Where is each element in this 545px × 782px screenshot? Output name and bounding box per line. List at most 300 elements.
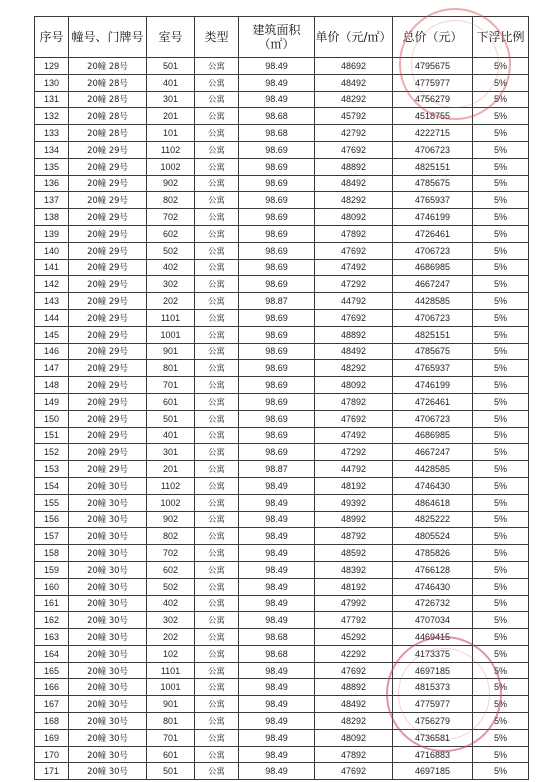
table-row [35, 242, 529, 259]
room-cell: 202 [147, 629, 195, 646]
header-serial: 序号 [35, 17, 69, 58]
unit-price-cell: 47692 [315, 141, 393, 158]
table-body [35, 58, 529, 780]
building-cell: 20幢 28号 [69, 108, 147, 125]
room-cell: 501 [147, 58, 195, 75]
serial-cell: 159 [35, 561, 69, 578]
type-cell: 公寓 [195, 91, 239, 108]
discount-cell: 5% [473, 746, 529, 763]
type-cell: 公寓 [195, 545, 239, 562]
room-cell: 302 [147, 612, 195, 629]
room-cell: 701 [147, 729, 195, 746]
building-cell: 20幢 29号 [69, 175, 147, 192]
header-discount: 下浮比例 [473, 17, 529, 58]
table-row [35, 225, 529, 242]
discount-cell: 5% [473, 377, 529, 394]
discount-cell: 5% [473, 141, 529, 158]
header-type: 类型 [195, 17, 239, 58]
building-cell: 20幢 30号 [69, 763, 147, 780]
price-table [34, 16, 529, 780]
building-cell: 20幢 30号 [69, 746, 147, 763]
total-price-cell: 4518755 [393, 108, 473, 125]
serial-cell: 158 [35, 545, 69, 562]
room-cell: 702 [147, 545, 195, 562]
serial-cell: 129 [35, 58, 69, 75]
table-row [35, 276, 529, 293]
area-cell: 98.49 [239, 729, 315, 746]
table-row [35, 477, 529, 494]
area-cell: 98.49 [239, 58, 315, 75]
building-cell: 20幢 29号 [69, 393, 147, 410]
total-price-cell: 4428585 [393, 461, 473, 478]
unit-price-cell: 47892 [315, 746, 393, 763]
header-building: 幢号、门牌号 [69, 17, 147, 58]
area-cell: 98.49 [239, 595, 315, 612]
discount-cell: 5% [473, 444, 529, 461]
table-row [35, 377, 529, 394]
total-price-cell: 4173375 [393, 645, 473, 662]
total-price-cell: 4785826 [393, 545, 473, 562]
discount-cell: 5% [473, 242, 529, 259]
discount-cell: 5% [473, 511, 529, 528]
serial-cell: 140 [35, 242, 69, 259]
table-row [35, 259, 529, 276]
building-cell: 20幢 29号 [69, 192, 147, 209]
room-cell: 501 [147, 763, 195, 780]
type-cell: 公寓 [195, 393, 239, 410]
building-cell: 20幢 29号 [69, 360, 147, 377]
total-price-cell: 4746430 [393, 477, 473, 494]
table-row [35, 461, 529, 478]
building-cell: 20幢 30号 [69, 713, 147, 730]
unit-price-cell: 47892 [315, 393, 393, 410]
serial-cell: 144 [35, 309, 69, 326]
discount-cell: 5% [473, 477, 529, 494]
area-cell: 98.69 [239, 175, 315, 192]
building-cell: 20幢 29号 [69, 410, 147, 427]
area-cell: 98.68 [239, 108, 315, 125]
building-cell: 20幢 30号 [69, 696, 147, 713]
total-price-cell: 4222715 [393, 125, 473, 142]
discount-cell: 5% [473, 410, 529, 427]
table-row [35, 209, 529, 226]
type-cell: 公寓 [195, 578, 239, 595]
building-cell: 20幢 30号 [69, 645, 147, 662]
discount-cell: 5% [473, 343, 529, 360]
building-cell: 20幢 28号 [69, 91, 147, 108]
area-cell: 98.87 [239, 293, 315, 310]
area-cell: 98.49 [239, 696, 315, 713]
building-cell: 20幢 29号 [69, 141, 147, 158]
serial-cell: 165 [35, 662, 69, 679]
area-cell: 98.49 [239, 91, 315, 108]
type-cell: 公寓 [195, 444, 239, 461]
total-price-cell: 4756279 [393, 713, 473, 730]
total-price-cell: 4825222 [393, 511, 473, 528]
area-cell: 98.49 [239, 494, 315, 511]
unit-price-cell: 48692 [315, 58, 393, 75]
discount-cell: 5% [473, 595, 529, 612]
table-row [35, 360, 529, 377]
area-cell: 98.49 [239, 528, 315, 545]
room-cell: 1101 [147, 662, 195, 679]
discount-cell: 5% [473, 192, 529, 209]
building-cell: 20幢 29号 [69, 259, 147, 276]
total-price-cell: 4766128 [393, 561, 473, 578]
total-price-cell: 4765937 [393, 192, 473, 209]
area-cell: 98.68 [239, 125, 315, 142]
room-cell: 901 [147, 343, 195, 360]
serial-cell: 149 [35, 393, 69, 410]
discount-cell: 5% [473, 713, 529, 730]
total-price-cell: 4726461 [393, 393, 473, 410]
type-cell: 公寓 [195, 713, 239, 730]
unit-price-cell: 48092 [315, 377, 393, 394]
total-price-cell: 4726732 [393, 595, 473, 612]
type-cell: 公寓 [195, 309, 239, 326]
total-price-cell: 4428585 [393, 293, 473, 310]
area-cell: 98.49 [239, 561, 315, 578]
serial-cell: 171 [35, 763, 69, 780]
table-row [35, 175, 529, 192]
unit-price-cell: 48792 [315, 528, 393, 545]
area-cell: 98.49 [239, 662, 315, 679]
table-row [35, 729, 529, 746]
serial-cell: 147 [35, 360, 69, 377]
unit-price-cell: 47992 [315, 595, 393, 612]
room-cell: 1101 [147, 309, 195, 326]
unit-price-cell: 48292 [315, 192, 393, 209]
serial-cell: 152 [35, 444, 69, 461]
table-row [35, 326, 529, 343]
header-unit-price: 单价（元/㎡） [315, 17, 393, 58]
discount-cell: 5% [473, 696, 529, 713]
room-cell: 602 [147, 561, 195, 578]
type-cell: 公寓 [195, 612, 239, 629]
area-cell: 98.68 [239, 629, 315, 646]
serial-cell: 151 [35, 427, 69, 444]
table-row [35, 141, 529, 158]
room-cell: 901 [147, 696, 195, 713]
table-row [35, 58, 529, 75]
area-cell: 98.69 [239, 242, 315, 259]
unit-price-cell: 48192 [315, 477, 393, 494]
area-cell: 98.68 [239, 645, 315, 662]
unit-price-cell: 47692 [315, 242, 393, 259]
area-cell: 98.49 [239, 477, 315, 494]
type-cell: 公寓 [195, 141, 239, 158]
room-cell: 502 [147, 578, 195, 595]
room-cell: 302 [147, 276, 195, 293]
area-cell: 98.49 [239, 713, 315, 730]
table-row [35, 125, 529, 142]
unit-price-cell: 47692 [315, 662, 393, 679]
building-cell: 20幢 29号 [69, 293, 147, 310]
serial-cell: 163 [35, 629, 69, 646]
serial-cell: 169 [35, 729, 69, 746]
total-price-cell: 4864618 [393, 494, 473, 511]
discount-cell: 5% [473, 158, 529, 175]
building-cell: 20幢 29号 [69, 326, 147, 343]
total-price-cell: 4785675 [393, 343, 473, 360]
area-cell: 98.69 [239, 393, 315, 410]
room-cell: 102 [147, 645, 195, 662]
serial-cell: 148 [35, 377, 69, 394]
unit-price-cell: 47692 [315, 309, 393, 326]
table-row [35, 679, 529, 696]
discount-cell: 5% [473, 74, 529, 91]
building-cell: 20幢 30号 [69, 561, 147, 578]
total-price-cell: 4686985 [393, 427, 473, 444]
unit-price-cell: 44792 [315, 461, 393, 478]
header-total-price: 总价（元） [393, 17, 473, 58]
discount-cell: 5% [473, 276, 529, 293]
table-row [35, 763, 529, 780]
unit-price-cell: 47492 [315, 259, 393, 276]
area-cell: 98.69 [239, 326, 315, 343]
serial-cell: 164 [35, 645, 69, 662]
type-cell: 公寓 [195, 377, 239, 394]
area-cell: 98.69 [239, 192, 315, 209]
type-cell: 公寓 [195, 242, 239, 259]
room-cell: 1102 [147, 477, 195, 494]
room-cell: 1001 [147, 326, 195, 343]
area-cell: 98.69 [239, 427, 315, 444]
building-cell: 20幢 30号 [69, 595, 147, 612]
room-cell: 801 [147, 713, 195, 730]
building-cell: 20幢 29号 [69, 225, 147, 242]
unit-price-cell: 47692 [315, 763, 393, 780]
type-cell: 公寓 [195, 192, 239, 209]
area-cell: 98.87 [239, 461, 315, 478]
area-cell: 98.49 [239, 511, 315, 528]
area-cell: 98.69 [239, 225, 315, 242]
total-price-cell: 4765937 [393, 360, 473, 377]
discount-cell: 5% [473, 326, 529, 343]
type-cell: 公寓 [195, 528, 239, 545]
discount-cell: 5% [473, 108, 529, 125]
unit-price-cell: 42792 [315, 125, 393, 142]
type-cell: 公寓 [195, 410, 239, 427]
area-cell: 98.69 [239, 309, 315, 326]
building-cell: 20幢 28号 [69, 58, 147, 75]
area-cell: 98.69 [239, 141, 315, 158]
table-row [35, 629, 529, 646]
header-room: 室号 [147, 17, 195, 58]
type-cell: 公寓 [195, 427, 239, 444]
area-cell: 98.49 [239, 763, 315, 780]
unit-price-cell: 48392 [315, 561, 393, 578]
building-cell: 20幢 29号 [69, 377, 147, 394]
discount-cell: 5% [473, 528, 529, 545]
building-cell: 20幢 30号 [69, 612, 147, 629]
table-row [35, 612, 529, 629]
unit-price-cell: 48492 [315, 343, 393, 360]
serial-cell: 156 [35, 511, 69, 528]
discount-cell: 5% [473, 461, 529, 478]
type-cell: 公寓 [195, 225, 239, 242]
table-row [35, 444, 529, 461]
area-cell: 98.69 [239, 343, 315, 360]
serial-cell: 160 [35, 578, 69, 595]
room-cell: 1002 [147, 158, 195, 175]
total-price-cell: 4805524 [393, 528, 473, 545]
total-price-cell: 4785675 [393, 175, 473, 192]
total-price-cell: 4775977 [393, 74, 473, 91]
serial-cell: 141 [35, 259, 69, 276]
type-cell: 公寓 [195, 629, 239, 646]
table-row [35, 662, 529, 679]
type-cell: 公寓 [195, 679, 239, 696]
area-cell: 98.69 [239, 444, 315, 461]
room-cell: 201 [147, 461, 195, 478]
total-price-cell: 4706723 [393, 410, 473, 427]
type-cell: 公寓 [195, 175, 239, 192]
price-list-sheet [34, 16, 528, 780]
discount-cell: 5% [473, 679, 529, 696]
discount-cell: 5% [473, 360, 529, 377]
total-price-cell: 4775977 [393, 696, 473, 713]
total-price-cell: 4686985 [393, 259, 473, 276]
unit-price-cell: 47492 [315, 427, 393, 444]
area-cell: 98.69 [239, 259, 315, 276]
unit-price-cell: 47792 [315, 612, 393, 629]
table-row [35, 696, 529, 713]
total-price-cell: 4469415 [393, 629, 473, 646]
serial-cell: 162 [35, 612, 69, 629]
discount-cell: 5% [473, 494, 529, 511]
area-cell: 98.69 [239, 377, 315, 394]
building-cell: 20幢 29号 [69, 309, 147, 326]
unit-price-cell: 48192 [315, 578, 393, 595]
type-cell: 公寓 [195, 58, 239, 75]
type-cell: 公寓 [195, 343, 239, 360]
discount-cell: 5% [473, 612, 529, 629]
table-row [35, 595, 529, 612]
total-price-cell: 4825151 [393, 326, 473, 343]
type-cell: 公寓 [195, 561, 239, 578]
building-cell: 20幢 29号 [69, 427, 147, 444]
type-cell: 公寓 [195, 645, 239, 662]
area-cell: 98.69 [239, 410, 315, 427]
room-cell: 402 [147, 259, 195, 276]
serial-cell: 166 [35, 679, 69, 696]
serial-cell: 146 [35, 343, 69, 360]
room-cell: 601 [147, 746, 195, 763]
total-price-cell: 4707034 [393, 612, 473, 629]
room-cell: 902 [147, 511, 195, 528]
area-cell: 98.69 [239, 209, 315, 226]
total-price-cell: 4746199 [393, 209, 473, 226]
type-cell: 公寓 [195, 729, 239, 746]
type-cell: 公寓 [195, 259, 239, 276]
room-cell: 602 [147, 225, 195, 242]
building-cell: 20幢 29号 [69, 276, 147, 293]
discount-cell: 5% [473, 393, 529, 410]
room-cell: 401 [147, 427, 195, 444]
serial-cell: 137 [35, 192, 69, 209]
type-cell: 公寓 [195, 293, 239, 310]
total-price-cell: 4736581 [393, 729, 473, 746]
table-row [35, 108, 529, 125]
type-cell: 公寓 [195, 696, 239, 713]
building-cell: 20幢 29号 [69, 444, 147, 461]
room-cell: 301 [147, 91, 195, 108]
unit-price-cell: 48092 [315, 209, 393, 226]
unit-price-cell: 48292 [315, 360, 393, 377]
room-cell: 401 [147, 74, 195, 91]
total-price-cell: 4706723 [393, 309, 473, 326]
table-row [35, 713, 529, 730]
table-row [35, 645, 529, 662]
room-cell: 1001 [147, 679, 195, 696]
discount-cell: 5% [473, 309, 529, 326]
type-cell: 公寓 [195, 125, 239, 142]
unit-price-cell: 49392 [315, 494, 393, 511]
area-cell: 98.69 [239, 360, 315, 377]
table-row [35, 561, 529, 578]
building-cell: 20幢 30号 [69, 679, 147, 696]
serial-cell: 143 [35, 293, 69, 310]
unit-price-cell: 44792 [315, 293, 393, 310]
total-price-cell: 4667247 [393, 444, 473, 461]
room-cell: 502 [147, 242, 195, 259]
building-cell: 20幢 28号 [69, 74, 147, 91]
discount-cell: 5% [473, 427, 529, 444]
serial-cell: 150 [35, 410, 69, 427]
total-price-cell: 4756279 [393, 91, 473, 108]
table-row [35, 158, 529, 175]
serial-cell: 154 [35, 477, 69, 494]
unit-price-cell: 48592 [315, 545, 393, 562]
room-cell: 1002 [147, 494, 195, 511]
serial-cell: 132 [35, 108, 69, 125]
total-price-cell: 4815373 [393, 679, 473, 696]
type-cell: 公寓 [195, 494, 239, 511]
table-row [35, 192, 529, 209]
area-cell: 98.49 [239, 545, 315, 562]
type-cell: 公寓 [195, 158, 239, 175]
unit-price-cell: 48892 [315, 679, 393, 696]
unit-price-cell: 47292 [315, 444, 393, 461]
area-cell: 98.69 [239, 158, 315, 175]
header-area: 建筑面积（㎡） [239, 17, 315, 58]
unit-price-cell: 45792 [315, 108, 393, 125]
serial-cell: 170 [35, 746, 69, 763]
type-cell: 公寓 [195, 209, 239, 226]
type-cell: 公寓 [195, 511, 239, 528]
unit-price-cell: 47292 [315, 276, 393, 293]
total-price-cell: 4667247 [393, 276, 473, 293]
room-cell: 902 [147, 175, 195, 192]
serial-cell: 168 [35, 713, 69, 730]
unit-price-cell: 42292 [315, 645, 393, 662]
total-price-cell: 4746430 [393, 578, 473, 595]
building-cell: 20幢 29号 [69, 242, 147, 259]
building-cell: 20幢 30号 [69, 545, 147, 562]
building-cell: 20幢 30号 [69, 662, 147, 679]
discount-cell: 5% [473, 293, 529, 310]
type-cell: 公寓 [195, 477, 239, 494]
building-cell: 20幢 29号 [69, 158, 147, 175]
table-row [35, 545, 529, 562]
table-row [35, 74, 529, 91]
area-cell: 98.49 [239, 679, 315, 696]
area-cell: 98.49 [239, 578, 315, 595]
table-row [35, 309, 529, 326]
type-cell: 公寓 [195, 461, 239, 478]
total-price-cell: 4706723 [393, 242, 473, 259]
